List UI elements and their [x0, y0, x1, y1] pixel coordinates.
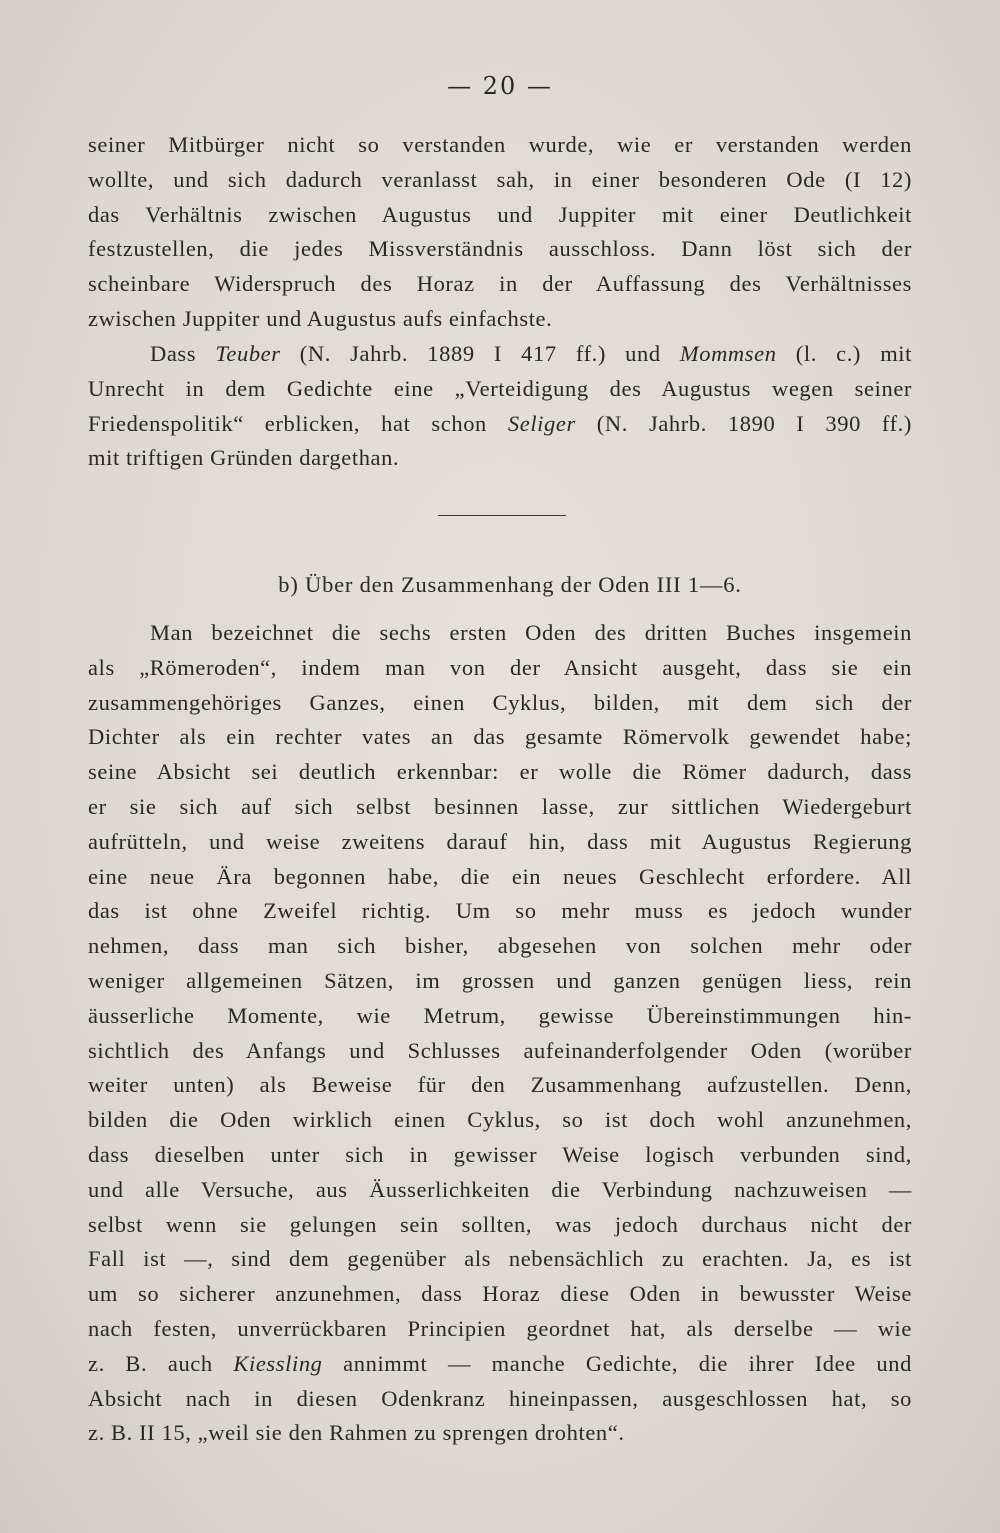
text-line: seiner Mitbürger nicht so verstanden wurde, wie er verstanden werden	[88, 132, 912, 157]
text-line: nach festen, unverrückbaren Principien geordnet hat, als derselbe — wie	[88, 1315, 912, 1341]
text-line	[88, 407, 912, 442]
section-divider	[438, 515, 566, 516]
text-line: als „Römeroden“, indem man von der Ansicht ausgeht, dass sie ein	[88, 654, 912, 680]
paragraph-teuber	[88, 337, 912, 476]
page-number: — 20 —	[447, 72, 553, 100]
text-line: aufrütteln, und weise zweitens darauf hin, dass mit Augustus Regierung	[88, 828, 912, 854]
text-line	[88, 337, 912, 372]
text-line: und alle Versuche, aus Äusserlichkeiten die Verbindung nachzuweisen —	[88, 1176, 912, 1202]
text-line: sichtlich des Anfangs und Schlusses aufeinanderfolgender Oden (worüber	[88, 1037, 912, 1063]
author-name: Teuber	[215, 341, 281, 366]
text-line: z. B. II 15, „weil sie den Rahmen zu sprengen drohten“.	[88, 1420, 625, 1446]
text-line: Dichter als ein rechter vates an das gesamte Römervolk gewendet habe;	[88, 724, 912, 750]
text-line: zusammengehöriges Ganzes, einen Cyklus, bilden, mit dem sich der	[88, 689, 912, 715]
text-line: äusserliche Momente, wie Metrum, gewisse Übereinstimmungen hin-	[88, 1002, 912, 1028]
text-segment: annimmt — manche Gedichte, die ihrer Idee und	[322, 1350, 912, 1376]
text-line: Unrecht in dem Gedichte eine „Verteidigung des Augustus wegen seiner	[88, 375, 912, 401]
text-line: selbst wenn sie gelungen sein sollten, was jedoch durchaus nicht der	[88, 1211, 912, 1237]
text-line: Fall ist —, sind dem gegenüber als nebensächlich zu erachten. Ja, es ist	[88, 1246, 912, 1272]
text-line: weiter unten) als Beweise für den Zusammenhang aufzustellen. Denn,	[88, 1072, 912, 1098]
text-line: um so sicherer anzunehmen, dass Horaz diese Oden in bewusster Weise	[88, 1281, 912, 1307]
author-name: Kiessling	[233, 1350, 323, 1376]
text-line: wollte, und sich dadurch veranlasst sah, in einer besonderen Ode (I 12)	[88, 166, 912, 192]
text-line: scheinbare Widerspruch des Horaz in der Auffassung des Verhältnisses	[88, 271, 912, 297]
text-line: seine Absicht sei deutlich erkennbar: er wolle die Römer dadurch, dass	[88, 759, 912, 785]
text-segment: (N. Jahrb. 1890 I 390 ff.)	[575, 410, 913, 436]
text-line: mit triftigen Gründen dargethan.	[88, 445, 400, 471]
paragraph-continuation	[88, 128, 912, 337]
text-segment: Friedenspolitik“ erblicken, hat schon	[88, 410, 508, 436]
paragraph-roemeroden	[88, 616, 912, 1451]
text-segment: Dass	[150, 341, 216, 366]
text-segment: (N. Jahrb. 1889 I 417 ff.) und	[280, 341, 680, 366]
author-name: Seliger	[507, 410, 576, 436]
text-segment: (l. c.) mit	[776, 341, 912, 366]
section-heading: b) Über den Zusammenhang der Oden III 1—6.	[278, 572, 742, 597]
text-line: weniger allgemeinen Sätzen, im grossen und ganzen genügen liess, rein	[88, 967, 912, 993]
text-line: zwischen Juppiter und Augustus aufs einfachste.	[88, 305, 553, 331]
text-line: dass dieselben unter sich in gewisser Weise logisch verbunden sind,	[88, 1141, 912, 1167]
text-line: er sie sich auf sich selbst besinnen lasse, zur sittlichen Wiedergeburt	[88, 793, 912, 819]
text-line: eine neue Ära begonnen habe, die ein neues Geschlecht erfordere. All	[88, 863, 912, 889]
text-line: Absicht nach in diesen Odenkranz hineinpassen, ausgeschlossen hat, so	[88, 1385, 912, 1411]
text-line	[88, 1347, 912, 1382]
author-name: Mommsen	[679, 341, 777, 366]
text-line: nehmen, dass man sich bisher, abgesehen von solchen mehr oder	[88, 933, 912, 959]
text-line: Man bezeichnet die sechs ersten Oden des dritten Buches insgemein	[150, 620, 912, 645]
text-segment: z. B. auch	[88, 1350, 234, 1376]
text-line: bilden die Oden wirklich einen Cyklus, so ist doch wohl anzunehmen,	[88, 1107, 912, 1133]
text-line: festzustellen, die jedes Missverständnis ausschloss. Dann löst sich der	[88, 236, 912, 262]
text-line: das ist ohne Zweifel richtig. Um so mehr muss es jedoch wunder	[88, 898, 912, 924]
text-line: das Verhältnis zwischen Augustus und Juppiter mit einer Deutlichkeit	[88, 201, 912, 227]
